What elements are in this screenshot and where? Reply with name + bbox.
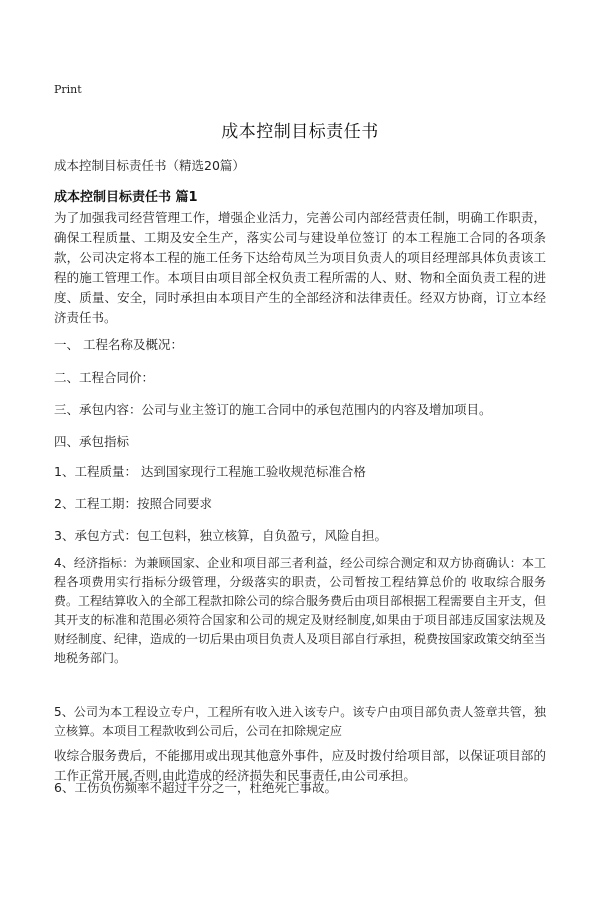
- paragraph-service-fee: 收综合服务费后，不能挪用或出现其他意外事件，应及时拨付给项目部，以保证项目部的工作正常开展,否则,由此造成的经济损失和民事责任,由公司承担。: [54, 748, 546, 783]
- paragraph-economic-indicators: 4、经济指标：为兼顾国家、企业和项目部三者利益，经公司综合测定和双方协商确认：本工程各项费用实行指标分级管理，分级落实的职责，公司暂按工程结算总价的 收取综合服务费。工程结算收入的全部工程款扣除公司的综合服务费后由项目部根据工程需要自主开支，但其开支的标准和范围必须符合国家和公司的规定及财经制度,如果由于项目部违反国家法规及财经制度、纪律，造成的一切后果由项目负责人及项目部自行承担，税费按国家政策交纳至当地税务部门。: [54, 556, 547, 665]
- page-title: 成本控制目标责任书: [221, 122, 379, 142]
- document-subtitle: 成本控制目标责任书（精选20篇）: [54, 158, 245, 173]
- paragraph-contract-method: 3、承包方式：包工包料，独立核算，自负盈亏，风险自担。: [54, 528, 387, 543]
- print-label: Print: [54, 83, 82, 96]
- paragraph-project-name: 一、 工程名称及概况：: [54, 337, 183, 352]
- paragraph-quality: 1、工程质量： 达到国家现行工程施工验收规范标准合格: [54, 464, 366, 479]
- paragraph-schedule: 2、工程工期：按照合同要求: [54, 496, 212, 511]
- paragraph-special-account: 5、公司为本工程设立专户，工程所有收入进入该专户。该专户由项目部负责人签章共管，独立核算。本项目工程款收到公司后，公司在扣除规定应: [54, 705, 546, 738]
- paragraph-contract-indicators: 四、承包指标: [54, 434, 130, 449]
- paragraph-contract-price: 二、工程合同价：: [54, 370, 155, 385]
- paragraph-injury-rate: 6、工伤负伤频率不超过千分之一，杜绝死亡事故。: [54, 780, 337, 795]
- section-heading: 成本控制目标责任书 篇1: [54, 190, 198, 205]
- paragraph-intro: 为了加强我司经营管理工作，增强企业活力，完善公司内部经营责任制，明确工作职责，确保工程质量、工期及安全生产，落实公司与建设单位签订 的本工程施工合同的各项条款，公司决定将本工程的施工任务下达给苟凤兰为项目负责人的项目经理部具体负责该工程的施工管理工作。本项目由项目部全权负责工程所需的人、财、物和全面负责工程的进度、质量、安全，同时承担由本项目产生的全部经济和法律责任。经双方协商，订立本经济责任书。: [54, 210, 546, 325]
- paragraph-contract-scope: 三、承包内容：公司与业主签订的施工合同中的承包范围内的内容及增加项目。: [54, 402, 492, 417]
